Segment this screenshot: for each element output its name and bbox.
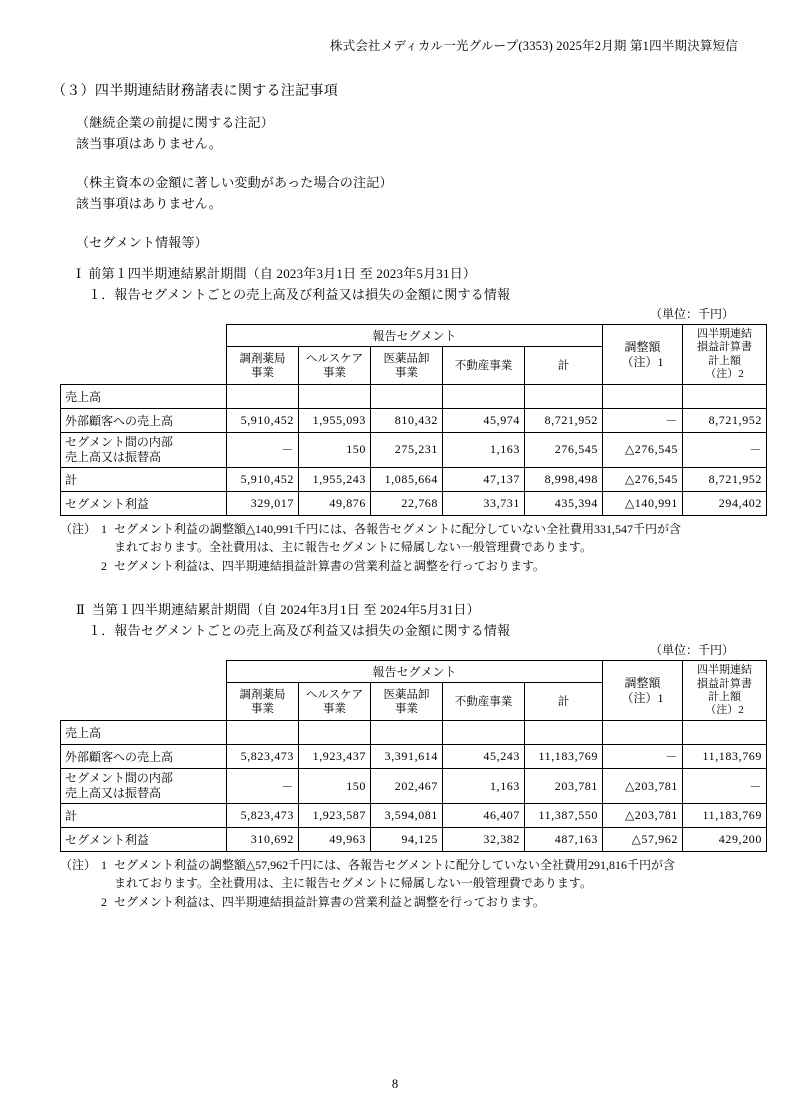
row-label-segment-profit: セグメント利益 [61, 827, 227, 851]
cell [603, 385, 683, 409]
row-label-line1: セグメント間の内部 [65, 771, 173, 786]
row-label-external-sales: 外部顧客への売上高 [61, 745, 227, 769]
unit-label: （単位：千円） [649, 307, 734, 322]
corner-cell [61, 325, 227, 385]
column-header-healthcare [299, 347, 371, 385]
cell [227, 385, 299, 409]
cell [371, 721, 443, 745]
table-row [61, 385, 767, 409]
cell: 8,998,498 [525, 467, 603, 491]
cell: 32,382 [443, 827, 525, 851]
table-header-row-1 [61, 325, 767, 347]
note-number: 2 [101, 558, 107, 573]
cell: 8,721,952 [683, 467, 767, 491]
note-mark: （注） [60, 521, 97, 536]
table-row [61, 803, 767, 827]
adjust-header-line1: 調整額 [624, 676, 661, 691]
cell: 47,137 [443, 467, 525, 491]
page-header: 株式会社メディカル一光グループ(3353) 2025年2月期 第1四半期決算短信 [329, 39, 738, 53]
group-header: 報告セグメント [227, 325, 603, 347]
note-going-concern-title: （継続企業の前提に関する注記） [76, 115, 275, 130]
segment-block-current [52, 599, 762, 911]
col-label-line1: ヘルスケア [305, 688, 364, 701]
cell [371, 385, 443, 409]
adjust-header [603, 661, 683, 721]
cell [525, 385, 603, 409]
segment-table [60, 324, 767, 515]
note-body: セグメント利益は、四半期連結損益計算書の営業利益と調整を行っております。 [114, 894, 545, 909]
cell [525, 721, 603, 745]
column-header-realestate: 不動産事業 [443, 347, 525, 385]
cell: 1,163 [443, 769, 525, 803]
col-label-line2: 事業 [251, 702, 274, 715]
cell: 94,125 [371, 827, 443, 851]
cell: 5,910,452 [227, 467, 299, 491]
cell: 5,910,452 [227, 409, 299, 433]
cell: － [683, 433, 767, 467]
corner-cell [61, 661, 227, 721]
note-body: セグメント利益の調整額△57,962千円には、各報告セグメントに配分していない全社費用291,816千円が含 [114, 857, 675, 872]
column-header-pharmacy [227, 347, 299, 385]
cell: 150 [299, 769, 371, 803]
group-header: 報告セグメント [227, 661, 603, 683]
row-label-subtotal: 計 [61, 467, 227, 491]
column-header-wholesale [371, 683, 443, 721]
cell: 310,692 [227, 827, 299, 851]
cell: － [227, 769, 299, 803]
cell: △57,962 [603, 827, 683, 851]
spacer [52, 575, 738, 599]
cell: － [603, 409, 683, 433]
cell: 11,183,769 [525, 745, 603, 769]
row-label-intersegment-sales [61, 433, 227, 467]
cell: 329,017 [227, 491, 299, 515]
note-number: 1 [101, 857, 107, 872]
cell: △203,781 [603, 803, 683, 827]
cell: 33,731 [443, 491, 525, 515]
note-continuation: まれております。全社費用は、主に報告セグメントに帰属しない一般管理費であります。 [114, 876, 592, 891]
col-label-line1: 医薬品卸 [383, 352, 430, 365]
note-item [60, 893, 738, 912]
total-header-line4: （注）2 [705, 368, 744, 381]
table-row [61, 721, 767, 745]
row-label-line1: セグメント間の内部 [65, 435, 173, 450]
cell [603, 721, 683, 745]
spacer [52, 214, 738, 232]
col-label-line2: 事業 [395, 366, 418, 379]
col-label-line1: 医薬品卸 [383, 688, 430, 701]
unit-label: （単位：千円） [649, 643, 734, 658]
cell: 11,183,769 [683, 745, 767, 769]
table-row [61, 491, 767, 515]
col-label-line2: 事業 [323, 366, 346, 379]
cell: 487,163 [525, 827, 603, 851]
col-label-line2: 事業 [251, 366, 274, 379]
total-header-line2: 損益計算書 [697, 677, 752, 690]
cell: 429,200 [683, 827, 767, 851]
cell: 45,974 [443, 409, 525, 433]
cell: 1,955,093 [299, 409, 371, 433]
table-notes [60, 520, 738, 576]
segment-block-prior [52, 263, 762, 575]
cell: 11,183,769 [683, 803, 767, 827]
column-header-pharmacy [227, 683, 299, 721]
col-label-line1: 調剤薬局 [239, 352, 286, 365]
table-row [61, 827, 767, 851]
cell [227, 721, 299, 745]
cell: 203,781 [525, 769, 603, 803]
cell: 49,876 [299, 491, 371, 515]
row-label-intersegment-sales [61, 769, 227, 803]
note-item [60, 520, 738, 539]
cell: 5,823,473 [227, 745, 299, 769]
adjust-header-line1: 調整額 [624, 340, 661, 355]
cell: 5,823,473 [227, 803, 299, 827]
adjust-header-line2: （注）1 [621, 354, 664, 369]
table-row [61, 433, 767, 467]
segment-info-title: （セグメント情報等） [76, 235, 208, 251]
row-label-external-sales: 外部顧客への売上高 [61, 409, 227, 433]
cell: 8,721,952 [525, 409, 603, 433]
adjust-header-line2: （注）1 [621, 690, 664, 705]
section-title: （３）四半期連結財務諸表に関する注記事項 [52, 84, 338, 99]
row-label-line2: 売上高又は振替高 [65, 786, 162, 801]
row-label-line2: 売上高又は振替高 [65, 449, 162, 464]
note-capital-body: 該当事項はありません。 [76, 196, 222, 212]
column-header-realestate: 不動産事業 [443, 683, 525, 721]
note-item [60, 856, 738, 875]
cell: 11,387,550 [525, 803, 603, 827]
cell: △276,545 [603, 467, 683, 491]
column-header-total: 計 [525, 347, 603, 385]
table-row [61, 745, 767, 769]
cell: 1,923,587 [299, 803, 371, 827]
total-header-line1: 四半期連結 [697, 664, 752, 677]
cell [299, 721, 371, 745]
table-row [61, 467, 767, 491]
col-label-line2: 事業 [323, 702, 346, 715]
cell: 202,467 [371, 769, 443, 803]
cell: 1,085,664 [371, 467, 443, 491]
row-label-subtotal: 計 [61, 803, 227, 827]
table-notes [60, 856, 738, 912]
cell: 8,721,952 [683, 409, 767, 433]
cell: 275,231 [371, 433, 443, 467]
cell [683, 721, 767, 745]
period-label: 前第１四半期連結累計期間（自 2023年3月1日 至 2023年5月31日） [88, 266, 477, 282]
cell: 3,391,614 [371, 745, 443, 769]
spacer [52, 154, 738, 172]
row-label-sales: 売上高 [61, 721, 227, 745]
cell: 3,594,081 [371, 803, 443, 827]
cell: △203,781 [603, 769, 683, 803]
total-header-line2: 損益計算書 [697, 341, 752, 354]
cell: 1,955,243 [299, 467, 371, 491]
roman-numeral: Ⅰ [76, 266, 82, 282]
table-row [61, 409, 767, 433]
segment-table [60, 660, 767, 851]
note-continuation: まれております。全社費用は、主に報告セグメントに帰属しない一般管理費であります。 [114, 540, 592, 555]
table-header-row-1 [61, 661, 767, 683]
cell: 435,394 [525, 491, 603, 515]
cell: － [603, 745, 683, 769]
consolidated-total-header [683, 661, 767, 721]
cell: △140,991 [603, 491, 683, 515]
cell: － [683, 769, 767, 803]
col-label-line1: ヘルスケア [305, 352, 364, 365]
note-body: セグメント利益は、四半期連結損益計算書の営業利益と調整を行っております。 [114, 558, 545, 573]
table-row [61, 769, 767, 803]
consolidated-total-header [683, 325, 767, 385]
note-body: セグメント利益の調整額△140,991千円には、各報告セグメントに配分していない全社費用331,547千円が含 [114, 521, 681, 536]
cell: 1,923,437 [299, 745, 371, 769]
cell: 276,545 [525, 433, 603, 467]
cell: 150 [299, 433, 371, 467]
note-mark: （注） [60, 857, 97, 872]
column-header-total: 計 [525, 683, 603, 721]
cell: － [227, 433, 299, 467]
table-subtitle: １．報告セグメントごとの売上高及び利益又は損失の金額に関する情報 [88, 623, 511, 639]
spacer [52, 253, 738, 263]
row-label-sales: 売上高 [61, 385, 227, 409]
cell [683, 385, 767, 409]
cell: 810,432 [371, 409, 443, 433]
note-item [60, 557, 738, 576]
total-header-line1: 四半期連結 [697, 328, 752, 341]
page-number: 8 [391, 1077, 399, 1091]
note-going-concern-body: 該当事項はありません。 [76, 136, 222, 152]
note-capital-title: （株主資本の金額に著しい変動があった場合の注記） [76, 175, 393, 191]
column-header-healthcare [299, 683, 371, 721]
column-header-wholesale [371, 347, 443, 385]
cell: 294,402 [683, 491, 767, 515]
note-number: 2 [101, 894, 107, 909]
cell: 22,768 [371, 491, 443, 515]
col-label-line2: 事業 [395, 702, 418, 715]
roman-numeral: Ⅱ [76, 602, 86, 618]
cell: 46,407 [443, 803, 525, 827]
period-heading [52, 599, 738, 620]
cell [443, 385, 525, 409]
cell: 45,243 [443, 745, 525, 769]
period-label: 当第１四半期連結累計期間（自 2024年3月1日 至 2024年5月31日） [91, 602, 480, 618]
adjust-header [603, 325, 683, 385]
cell [299, 385, 371, 409]
row-label-segment-profit: セグメント利益 [61, 491, 227, 515]
total-header-line3: 計上額 [708, 690, 741, 703]
total-header-line4: （注）2 [705, 704, 744, 717]
cell: 49,963 [299, 827, 371, 851]
note-number: 1 [101, 521, 107, 536]
col-label-line1: 調剤薬局 [239, 688, 286, 701]
cell [443, 721, 525, 745]
table-subtitle: １．報告セグメントごとの売上高及び利益又は損失の金額に関する情報 [88, 287, 511, 303]
cell: 1,163 [443, 433, 525, 467]
total-header-line3: 計上額 [708, 354, 741, 367]
period-heading [52, 263, 738, 284]
cell: △276,545 [603, 433, 683, 467]
